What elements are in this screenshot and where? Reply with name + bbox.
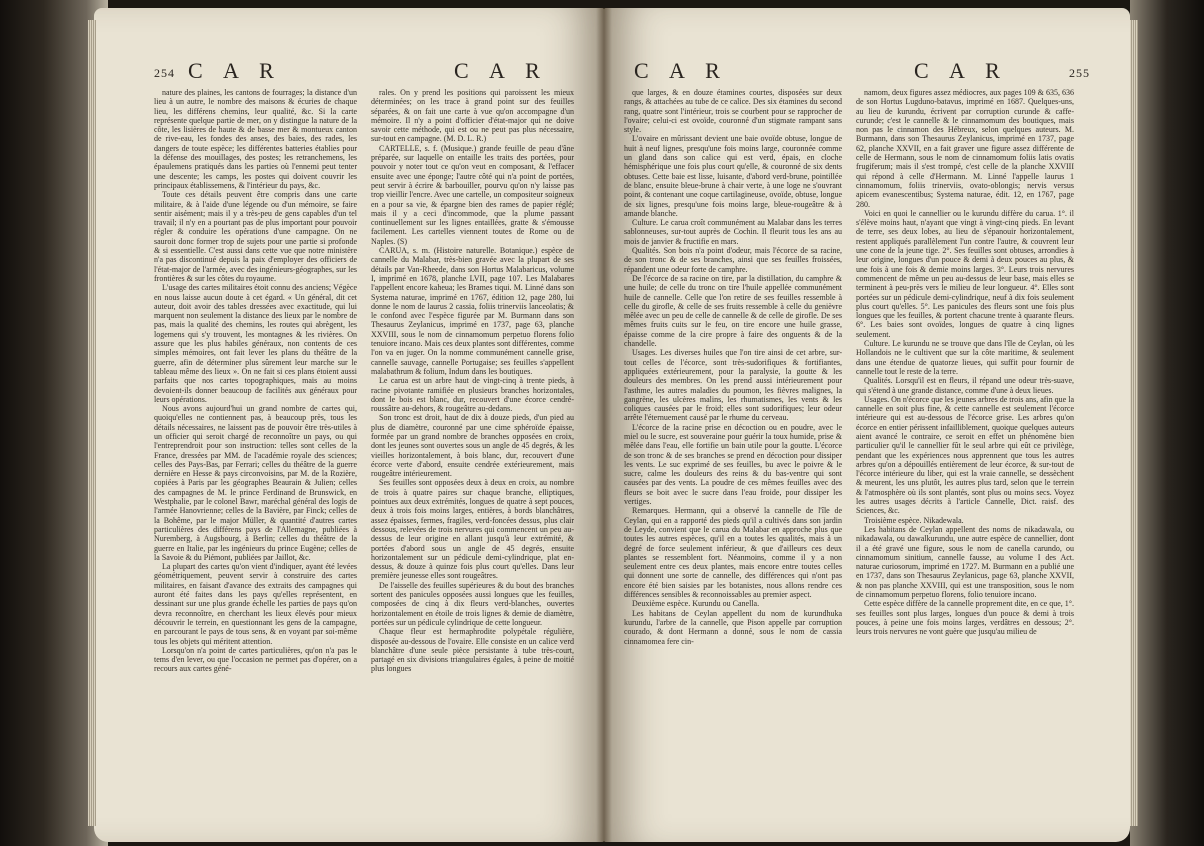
paragraph: Qualités. Lorsqu'il est en fleurs, il répand une odeur très-suave, qui s'étend à une grande distance, comme d'une à deux lieues. — [856, 376, 1074, 395]
paragraph: Ses feuilles sont opposées deux à deux en croix, au nombre de trois à quatre paires sur chaque branche, elliptiques, pointues aux deux extrémités, longues de quatre à sept pouces, deux à trois fois moins larges, entières, à bords blanchâtres, assez épaisses, fermes, fragiles, verd-foncées dessus, plus clair dessous, relevées de trois nervures qui commencent un peu au-dessus de leur origine en allant jusqu'à leur extrémité, & portées d'abord sous un angle de 45 degrés, ensuite horizontalement sur un pédicule demi-cylindrique, plat en-dessus, & douze à quinze fois plus court qu'elles. Dans leur première jeunesse elles sont rougeâtres. — [371, 478, 574, 581]
book-cover-right — [1130, 0, 1204, 846]
paragraph: namom, deux figures assez médiocres, aux pages 109 & 635, 636 de son Hortus Lugduno-batavus, imprimé en 1687. Quelques-uns, au lieu de kurundu, écrivent par corruption curunde & caffe-curunde; c'est le cannelle & le cinnamomum des boutiques, mais non pas le cinnamon des Hébreux, selon quelques auteurs. M. Burmann, dans son Thesaurus Zeylanicus, imprimé en 1737, page 62, planche XXVII, en a fait graver une figure assez différente de celle de Hermann, sous le nom de cinnamomum foliis latis ovatis frugiferum; mais il s'est trompé, c'est celle de la planche XXVIII qui répond à celle d'Hermann. M. Linné l'appelle laurus 1 cinnamomum, foliis trinerviis, ovato-oblongis; nervis versus apicem evanescentibus; Systema naturae, édit. 12, en 1767, page 280. — [856, 88, 1074, 209]
left-column-2 — [371, 88, 574, 802]
right-page — [604, 8, 1130, 842]
paragraph: Qualités. Son bois n'a point d'odeur, mais l'écorce de sa racine, de son tronc & de ses branches, ainsi que ses feuilles froissées, répandent une odeur forte de camphre. — [624, 246, 842, 274]
paragraph: L'ovaire en mûrissant devient une baie ovoïde obtuse, longue de huit à neuf lignes, presqu'une fois moins large, couronnée comme un gland dans son calice qui est verd, épais, en cloche hémisphérique une fois plus court qu'elle, & couronné de six dents obtuses. Cette baie est lisse, luisante, d'abord verd-brune, pointillée de blanc, ensuite bleue-brune à chair verte, à une loge ne s'ouvrant point, & contenant une coque cartilagineuse, ovoïde, obtuse, longue de six lignes, presqu'une fois moins large, bleue-rougeâtre & à amande blanche. — [624, 134, 842, 218]
paragraph: Chaque fleur est hermaphrodite polypétale régulière, disposée au-dessous de l'ovaire. Elle consiste en un calice verd blanchâtre d'une seule pièce persistante à tube très-court, partagé en six divisions triangulaires égales, à peine de moitié plus longues — [371, 627, 574, 674]
right-running-head — [634, 58, 1090, 88]
book-gutter — [596, 8, 612, 842]
paragraph: De l'aisselle des feuilles supérieures & du bout des branches sortent des panicules opposées aussi longues que les feuilles, composées de cinq à dix fleurs verd-blanches, ouvertes horizontalement en étoile de trois lignes & demie de diamètre, portées sur un pédicule cylindrique de cette longueur. — [371, 580, 574, 627]
paragraph: Le carua est un arbre haut de vingt-cinq à trente pieds, à racine pivotante ramifiée en plusieurs branches horizontales, dont le bois est blanc, dur, recouvert d'une écorce cendré-roussâtre au-dehors, & rougeâtre au-dedans. — [371, 376, 574, 414]
paragraph: Cette espèce diffère de la cannelle proprement dite, en ce que, 1°. ses feuilles sont plus larges, longues d'un pouce & demi à trois pouces, à peine une fois moins larges, verdâtres en dessous; 2°. leurs trois nervures ne vont guère que jusqu'au milieu de — [856, 599, 1074, 637]
right-column-2 — [856, 88, 1074, 802]
paragraph: CARTELLE, s. f. (Musique.) grande feuille de peau d'âne préparée, sur laquelle on entaille les traits des portées, pour pouvoir y noter tout ce qu'on veut en composant, & l'effacer ensuite avec une éponge; l'autre côté qui n'a point de portées, peut servir à écrire & barbouiller, pourvu qu'on n'y laisse pas trop vieillir l'encre. Avec une cartelle, un compositeur soigneux en a pour sa vie, & épargne bien des rames de papier réglé; mais il y a ceci d'incommode, que la plume passant continuellement sur les lignes entaillées, gratte & s'émousse facilement. Les cartelles viennent toutes de Rome ou de Naples. (S) — [371, 143, 574, 246]
paragraph: Usages. Les diverses huiles que l'on tire ainsi de cet arbre, sur-tout celles de l'écorce, sont très-sudorifiques & fortifiantes, appliquées extérieurement, pour la paralysie, la goutte & les douleurs des membres. On les prend aussi intérieurement pour l'asthme, les autres maladies du poumon, les fièvres malignes, la gangrène, les ulcères malins, les rhumatismes, les vents & les coliques causées par le froid; elles sont sudorifiques; leur odeur arrête l'éternuement causé par le rhume du cerveau. — [624, 348, 842, 423]
left-headword-1: C A R — [188, 58, 282, 83]
paragraph: L'usage des cartes militaires étoit connu des anciens; Végèce en nous laisse aucun doute à cet égard. « Un général, dit cet auteur, doit avoir des tables dressées avec exactitude, qui lui marquent non seulement la distance des lieux par le nombre de pas, mais la qualité des chemins, les routes qui abrègent, les logemens qui s'y trouvent, les montagnes & les rivières. On assure que les plus habiles généraux, non contents de ces simples mémoires, ont fait lever les plans du théâtre de la guerre, afin de déterminer plus sûrement leur marche sur le tableau même des lieux ». On ne fait si ces plans étoient aussi parfaits que nos cartes topographiques, mais au moins devoient-ils donner beaucoup de facilités aux généraux pour leurs opérations. — [154, 283, 357, 404]
left-page-edges — [88, 20, 96, 826]
paragraph: Nous avons aujourd'hui un grand nombre de cartes qui, quoiqu'elles ne contiennent pas, à beaucoup près, tous les détails nécessaires, ne laissent pas de pouvoir être très-utiles à un officier qui seroit chargé de reconnoître un pays, ou qui l'entreprendroit pour son instruction: telles sont celles de la France, dressées par MM. de l'académie royale des sciences; celles des Pays-Bas, par Ferrari; celles du théâtre de la guerre dernière en Hesse & pays circonvoisins, par M. de la Rozière, copiées à Paris par les géographes Beaurain & Julien; celles des campagnes de M. le prince Ferdinand de Brunswick, en Westphalie, par le colonel Bawr, maréchal général des logis de l'armée Hanovrienne; celles de la Bavière, par Finck; celles de la Bohême, par le major Müller, & quantité d'autres cartes particulières des différens pays de l'Allemagne, publiées à Nuremberg, à Augsbourg, à Berlin; celles du théâtre de la guerre en Italie, par les ingénieurs du prince Eugène; celles de la Savoie & du Piémont, publiées par Jaillot, &c. — [154, 404, 357, 562]
right-page-number: 255 — [1069, 66, 1090, 80]
paragraph: Culture. Le kurundu ne se trouve que dans l'île de Ceylan, où les Hollandois ne le cultivent que sur la côte maritime, & seulement dans une étendue de quatorze lieues, qui suffit pour fournir de cannelle tout le reste de la terre. — [856, 339, 1074, 376]
paragraph: Culture. Le carua croît communément au Malabar dans les terres sablonneuses, sur-tout auprès de Cochin. Il fleurit tous les ans au mois de janvier & fructifie en mars. — [624, 218, 842, 246]
right-column-1 — [624, 88, 842, 802]
paragraph: Son tronc est droit, haut de dix à douze pieds, d'un pied au plus de diamètre, couronné par une cime sphéroïde épaisse, formée par un grand nombre de branches opposées en croix, dont les jeunes sont ouvertes sous un angle de 45 degrés, & les vieilles horizontalement, à bois blanc, dur, recouvert d'une écorce verte d'abord, ensuite cendrée extérieurement, mais rougeâtre intérieurement. — [371, 413, 574, 479]
paragraph: Remarques. Hermann, qui a observé la cannelle de l'île de Ceylan, qui en a rapporté des pieds qu'il a cultivés dans son jardin de Leyde, convient que le carua du Malabar en approche plus que toutes les autres espèces, qu'il en a toutes les qualités, mais à un degré de force seulement inférieur, & que d'ailleurs ces deux plantes se ressemblent fort. Néanmoins, comme il y a non seulement entre ces deux plantes, mais encore entre toutes celles qui donnent une sorte de cannelle, des différences qui n'ont pas encore été bien saisies par les botanistes, nous allons rendre ces différences sensibles & reconnoissables au premier aspect. — [624, 506, 842, 600]
paragraph: rales. On y prend les positions qui paroissent les mieux déterminées; on les trace à grand point sur des feuilles séparées, & on fait une carte à vue qu'on accompagne d'un mémoire. Il n'y a point d'officier d'état-major qui ne doive savoir cette méthode, qui est ou ne peut pas plus nécessaire, sur-tout en campagne. (M. D. L. R.) — [371, 88, 574, 144]
paragraph: Troisième espèce. Nikadewala. — [864, 515, 964, 525]
paragraph: que larges, & en douze étamines courtes, disposées sur deux rangs, & attachées au tube de ce calice. Des six étamines du second rang, quatre sont l'intérieur, trois se courbent pour se rapprocher de l'ovaire; celui-ci est ovoïde, couronné d'un stigmate rampant sans style. — [624, 88, 842, 135]
paragraph: nature des plaines, les cantons de fourrages; la distance d'un lieu à un autre, le nombre des maisons & écuries de chaque lieu, les différens chemins, leur qualité, &c. Si la carte représente quelque partie de mer, on y distingue la nature de la côte, les lisières de haute & de basse mer & montueux canton de rive-eau, les fondes des anses, des baies, des rades, les dangers de toute espèce; les différentes batteries établies pour la défense des mouillages, des postes; les retranchemens, les épaulemens pratiqués dans les parties où l'ennemi peut tenter une descente; les camps, les postes qui doivent couvrir les principaux établissemens, & l'intérieur du pays, &c. — [154, 88, 357, 190]
paragraph: L'écorce de la racine prise en décoction ou en poudre, avec le miel ou le sucre, est souveraine pour guérir la toux humide, prise & mêlée dans l'eau, elle fortifie un bain utile pour la goutte. L'écorce de son tronc & de ses branches se prend en décoction pour dissiper les vents. Le suc exprimé de ses feuilles, bu avec le poivre & le sucre, calme les douleurs des reins & du bas-ventre qui sont causées par des vents. La poudre de ces mêmes feuilles avec des fleurs se boit avec le sucre dans l'eau froide, pour dissiper les vertiges. — [624, 422, 842, 507]
paragraph: Les habitans de Ceylan appellent du nom de kurundhuka kurundu, l'arbre de la cannelle, que Pison appelle par corruption courado, & dont Hermann a donné, sous le nom de cassia cinnamomea fere cin- — [624, 608, 842, 646]
right-columns — [624, 88, 1074, 802]
paragraph: Toute ces détails peuvent être compris dans une carte militaire, & à l'aide d'une légende ou d'un mémoire, se faire sentir aisément; mais il y a très-peu de gens capables d'un tel travail; il n'y en a pourtant pas de plus important pour pouvoir régler & conduire les opérations d'une campagne. On ne sauroit donc former trop de sujets pour une partie si profonde & si essentielle. C'est aussi dans cette vue que notre ministère n'a pas discontinué depuis la paix d'employer des officiers de l'état-major de l'armée, avec des ingénieurs-géographes, sur les frontières & sur les côtes du royaume. — [154, 190, 357, 283]
paragraph: Usages. On n'écorce que les jeunes arbres de trois ans, afin que la cannelle en soit plus fine, & cette cannelle est seulement l'écorce intérieure qui est au-dessous de l'écorce grise. Les arbres qu'on écorce en entier périssent infailliblement, quoique quelques auteurs aient avancé le contraire, ce seroit en effet un phénomène bien particulier qu'il le cannellier fût le seul arbre qui eût ce privilège, pendant que les expériences nous apprennent que tous les autres arbres qu'on a dépouillés entièrement de leur écorce, & sur-tout de l'écorce intérieure du liber, qui est la vraie cannelle, se dessèchent & meurent, les uns plutôt, les autres plus tard, selon que le terrein & l'atmosphère où ils sont plantés, sont plus ou moins secs. Voyez les autres usages décrits à l'article Cannelle, Dict. raisf. des Sciences, &c. — [856, 394, 1074, 516]
left-columns — [154, 88, 574, 802]
left-running-head — [154, 58, 564, 88]
left-page-number: 254 — [154, 66, 175, 80]
paragraph: La plupart des cartes qu'on vient d'indiquer, ayant été levées géométriquement, peuvent servir à construire des cartes militaires, en faisant d'avance des extraits des campagnes qui auront été faites dans les pays qu'elles représentent, en dessinant sur une plus grande échelle les parties de pays qu'on devra reconnoître, en cherchant les lieux élevés pour mieux découvrir le terrein, en questionnant les gens de la campagne, en parcourant le pays de tous sens, & en voyant par soi-même tous les objets qui méritent attention. — [154, 562, 357, 646]
paragraph: CARUA, s. m. (Histoire naturelle. Botanique.) espèce de cannelle du Malabar, très-bien gravée avec la plupart de ses détails par Van-Rheede, dans son Hortus Malabaricus, volume I, imprimé en 1678, planche LVII, page 107. Les Malabares l'appellent encore kaheua; les Brames tiqui. M. Linné dans son Systema naturae, imprimé en 1767, édition 12, page 280, lui donne le nom de laurus 2 cassia, foliis trinerviis lanceolatis; & le confond avec l'espèce figurée par M. Burmann dans son Thesaurus Zeylanicus, imprimé en 1737, page 63, planche XXVIII, sous le nom de cinnamomum perpetuo florens folio tenuiore incano. Mais ces deux plantes sont différentes, comme l'on va en juger. On la nomme communément cannelle grise, cannelle sauvage, cannelle Portugaise; ses feuilles s'appellent malabathrum & folium, Indum dans les boutiques. — [371, 246, 574, 376]
right-headword-1: C A R — [634, 58, 728, 83]
paragraph: De l'écorce de sa racine on tire, par la distillation, du camphre & une huile; de celle du tronc on tire l'huile appellée communément huile de cannelle. Celle que l'on retire de ses feuilles ressemble à celle du girofle, & celle de ses fruits ressemble à celle du genièvre mêlée avec un peu de celle de cannelle & de celle de girofle. De ses mêmes fruits cuits sur le feu, on tire encore une huile grasse, épaisse comme de la cire propre à faire des onguents & de la chandelle. — [624, 273, 842, 349]
left-column-1 — [154, 88, 357, 802]
right-page-edges — [1130, 20, 1138, 826]
paragraph: Lorsqu'on n'a point de cartes particulières, qu'on n'a pas le tems d'en lever, ou que l'occasion ne permet pas d'opérer, on a recours aux cartes géné- — [154, 645, 357, 674]
left-headword-2: C A R — [454, 58, 548, 83]
paragraph: Voici en quoi le cannellier ou le kurundu diffère du carua. 1°. il s'élève moins haut, n'ayant que vingt à vingt-cinq pieds. En levant de terre, ses deux lobes, au lieu de s'épanouir horizontalement, restent appliqués parallèlement l'un contre l'autre, & couvrent leur une cone de la jeune tige. 2°. Ses feuilles sont obtuses, arrondies à leur origine, longues d'un pouce & demi à deux pouces au plus, & une fois à une fois & demie moins larges. 3°. Leurs trois nervures commencent de même un peu au-dessus de leur base, mais elles se terminent à peu-près vers le milieu de leur longueur. 4°. Elles sont portées sur un pédicule demi-cylindrique, neuf à dix fois seulement plus court qu'elles. 5°. Les panicules des fleurs sont une fois plus longues que les feuilles, & portent chacune trente à quarante fleurs. 6°. Les baies sont ovoïdes, longues de quatre à cinq lignes seulement. — [856, 208, 1074, 339]
paragraph: Les habitans de Ceylan appellent des noms de nikadawala, ou nikadawala, ou dawalkurundu, une autre espèce de cannellier, dont il a été gravé une figure, sous le nom de canella carundo, ou cinnamomum sinitium, cannelle fausse, au volume I des Act. naturae curiosorum, imprimé en 1727. M. Burmann en a publié une en 1737, dans son Thesaurus Zeylanicus, page 63, planche XXVII, & non pas planche XXVIII, qui est une transposition, sous le nom de cinnamomum perpetuo florens, folio tenuiore incano. — [856, 524, 1074, 600]
paragraph: Deuxième espèce. Kurundu ou Canella. — [632, 599, 760, 609]
right-headword-2: C A R — [914, 58, 1008, 83]
left-page — [94, 8, 604, 842]
